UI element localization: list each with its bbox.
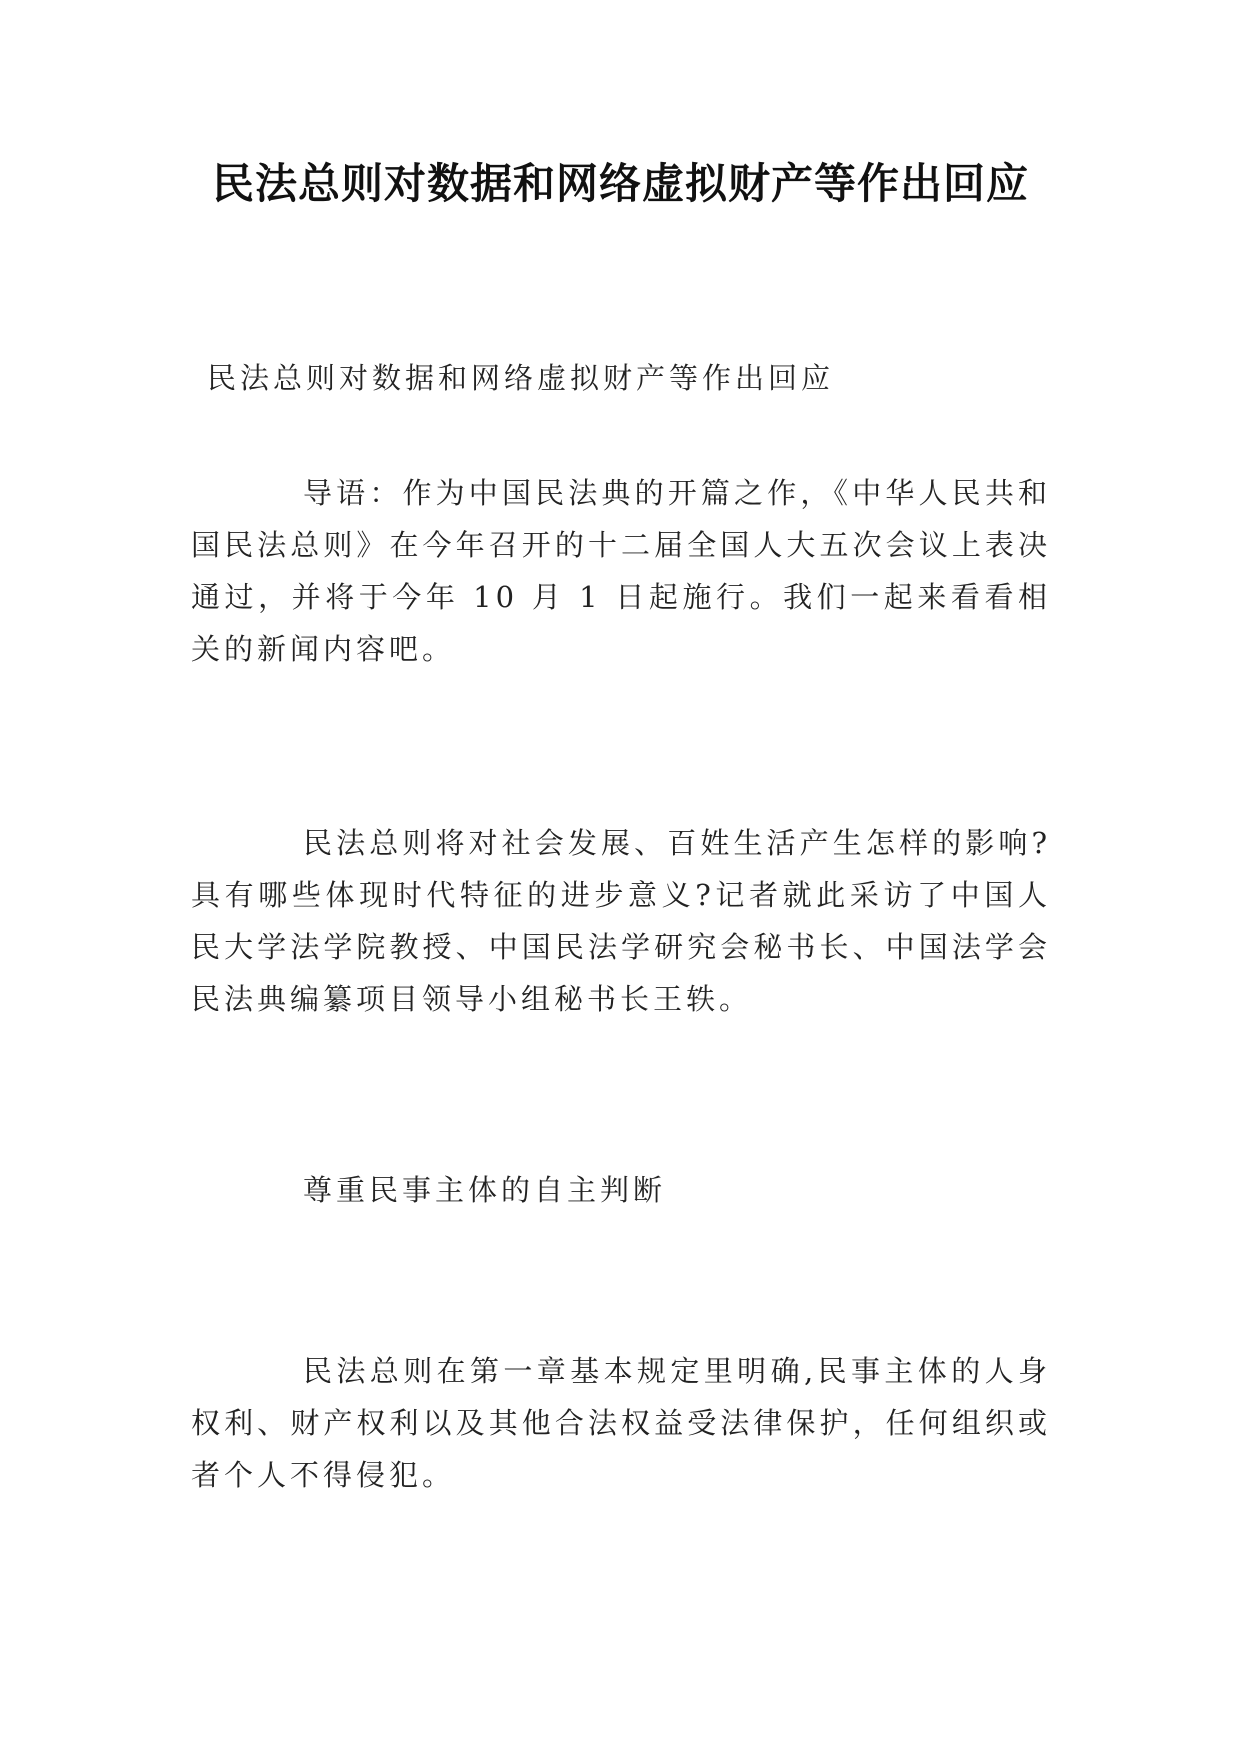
paragraph-intro: 导语：作为中国民法典的开篇之作，《中华人民共和国民法总则》在今年召开的十二届全国人大五次会议上表决通过，并将于今年 10 月 1 日起施行。我们一起来看看相关的新闻内容吧。 — [191, 476, 1051, 666]
document-title: 民法总则对数据和网络虚拟财产等作出回应 — [211, 159, 1029, 208]
paragraph-body: 民法总则在第一章基本规定里明确,民事主体的人身权利、财产权利以及其他合法权益受法律保护，任何组织或者个人不得侵犯。 — [191, 1354, 1051, 1492]
paragraph-questions: 民法总则将对社会发展、百姓生活产生怎样的影响?具有哪些体现时代特征的进步意义?记者就此采访了中国人民大学法学院教授、中国民法学研究会秘书长、中国法学会民法典编纂项目领导小组秘书长王轶。 — [191, 826, 1051, 1016]
document-subtitle: 民法总则对数据和网络虚拟财产等作出回应 — [207, 361, 835, 395]
section-heading: 尊重民事主体的自主判断 — [303, 1173, 667, 1207]
